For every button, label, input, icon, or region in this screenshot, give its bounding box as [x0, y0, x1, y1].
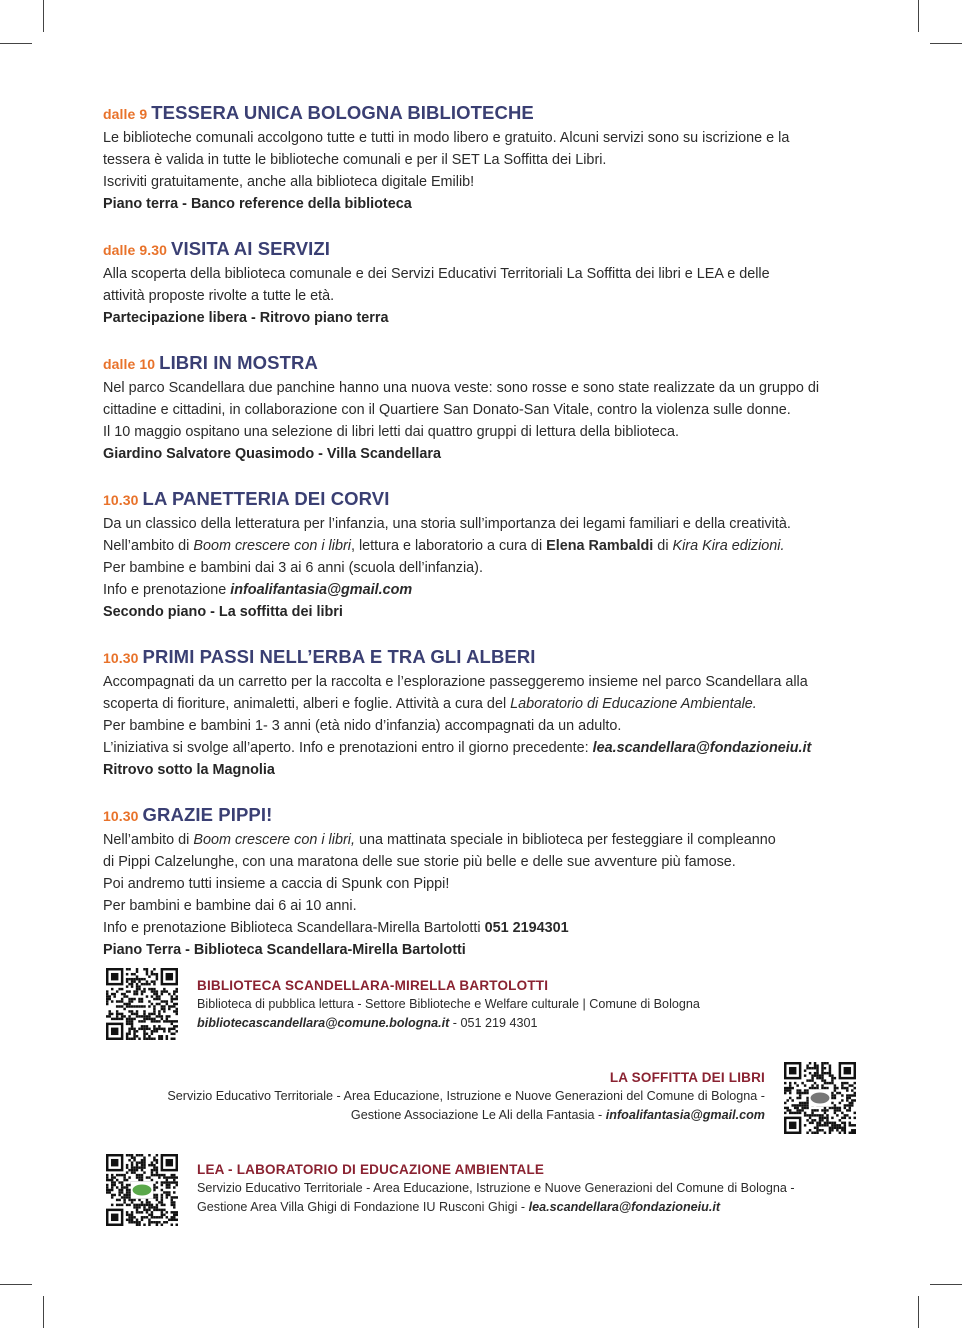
event-heading [103, 100, 868, 127]
email-link[interactable]: infoalifantasia@gmail.com [230, 582, 413, 598]
event-heading [103, 350, 868, 377]
event-text [103, 737, 868, 759]
footer-text: Servizio Educativo Territoriale - Area Educazione, Istruzione e Nuove Generazioni del Comune di Bologna - [167, 1089, 765, 1103]
text-run: Boom crescere con i libri [193, 538, 351, 554]
event-title: LIBRI IN MOSTRA [159, 352, 318, 373]
event-text: di Pippi Calzelunghe, con una maratona delle sue storie più belle e delle sue avventure più famose. [103, 854, 736, 870]
text-run: , lettura e laboratorio a cura di [350, 538, 547, 554]
event-text: Nel parco Scandellara due panchine hanno una nuova veste: sono rosse e sono state realizzate da un gruppo di [103, 380, 820, 396]
text-run: Nell’ambito di [103, 832, 194, 848]
event-location: Piano terra - Banco reference della biblioteca [103, 196, 412, 212]
event-text: Accompagnati da un carretto per la raccolta e l’esplorazione passeggeremo insieme nel parco Scandellara alla [103, 674, 808, 690]
qr-code-lea[interactable] [106, 1154, 178, 1226]
email-link[interactable]: bibliotecascandellara@comune.bologna.it [197, 1016, 450, 1030]
text-run: di [653, 538, 673, 554]
event-text: attività proposte rivolte a tutte le età. [103, 288, 335, 304]
qr-code-biblioteca[interactable] [106, 968, 178, 1040]
event-text: cittadine e cittadini, in collaborazione con il Quartiere San Donato-San Vitale, contro la violenza sulle donne. [103, 402, 791, 418]
crop-mark [0, 43, 32, 44]
phone-number: - 051 219 4301 [449, 1016, 538, 1030]
event-text: Per bambini e bambine dai 6 ai 10 anni. [103, 898, 357, 914]
crop-mark [43, 1296, 44, 1328]
phone-number: 051 2194301 [484, 920, 569, 936]
text-run: Gestione Area Villa Ghigi di Fondazione IU Rusconi Ghigi - [197, 1200, 529, 1214]
event-text [103, 917, 868, 939]
text-run: Boom crescere con i libri, [193, 832, 355, 848]
event-text: Le biblioteche comunali accolgono tutte e tutti in modo libero e gratuito. Alcuni servizi sono su iscrizione e la [103, 130, 790, 146]
event-heading [103, 236, 868, 263]
crop-mark [918, 1296, 919, 1328]
event-title: PRIMI PASSI NELL’ERBA E TRA GLI ALBERI [142, 646, 536, 667]
event-time: 10.30 [103, 650, 139, 666]
event-time: 10.30 [103, 808, 139, 824]
event-location: Partecipazione libera - Ritrovo piano terra [103, 310, 389, 326]
footer-title: LEA - LABORATORIO DI EDUCAZIONE AMBIENTALE [197, 1162, 545, 1177]
event-text [103, 829, 868, 851]
event-location: Ritrovo sotto la Magnolia [103, 762, 275, 778]
footer-text: Servizio Educativo Territoriale - Area Educazione, Istruzione e Nuove Generazioni del Comune di Bologna - [197, 1181, 795, 1195]
event-text: Il 10 maggio ospitano una selezione di libri letti dai quattro gruppi di lettura della biblioteca. [103, 424, 679, 440]
event-tessera [103, 100, 868, 215]
event-primi-passi [103, 644, 868, 781]
event-title: GRAZIE PIPPI! [142, 804, 273, 825]
event-time: 10.30 [103, 492, 139, 508]
event-heading [103, 802, 868, 829]
event-libri-mostra [103, 350, 868, 465]
qr-code-soffitta[interactable] [784, 1062, 856, 1134]
crop-mark [930, 1284, 962, 1285]
event-location: Piano Terra - Biblioteca Scandellara-Mirella Bartolotti [103, 942, 466, 958]
event-text: Poi andremo tutti insieme a caccia di Spunk con Pippi! [103, 876, 450, 892]
footer-contact [100, 1106, 765, 1125]
footer-contact [197, 1198, 857, 1217]
footer-contact [197, 1014, 817, 1033]
text-run: L’iniziativa si svolge all’aperto. Info e prenotazioni entro il giorno precedente: [103, 740, 593, 756]
event-title: TESSERA UNICA BOLOGNA BIBLIOTECHE [151, 102, 534, 123]
text-run: Kira Kira edizioni. [672, 538, 785, 554]
email-link[interactable]: infoalifantasia@gmail.com [605, 1108, 765, 1122]
event-time: dalle 10 [103, 356, 156, 372]
crop-mark [43, 0, 44, 32]
text-run: scoperta di fioriture, animaletti, alberi e foglie. Attività a cura del [103, 696, 511, 712]
email-link[interactable]: lea.scandellara@fondazioneiu.it [528, 1200, 721, 1214]
footer-text: Biblioteca di pubblica lettura - Settore Biblioteche e Welfare culturale | Comune di Bologna [197, 997, 700, 1011]
footer-title: LA SOFFITTA DEI LIBRI [609, 1070, 765, 1085]
event-location: Giardino Salvatore Quasimodo - Villa Scandellara [103, 446, 442, 462]
event-title: LA PANETTERIA DEI CORVI [142, 488, 390, 509]
event-text: Per bambine e bambini dai 3 ai 6 anni (scuola dell’infanzia). [103, 560, 483, 576]
program-list [103, 100, 868, 982]
event-text: Da un classico della letteratura per l’infanzia, una storia sull’importanza dei legami familiari e della creatività. [103, 516, 791, 532]
email-link[interactable]: lea.scandellara@fondazioneiu.it [592, 740, 812, 756]
event-time: dalle 9.30 [103, 242, 168, 258]
text-run: Laboratorio di Educazione Ambientale. [510, 696, 757, 712]
text-run: Info e prenotazione Biblioteca Scandellara-Mirella Bartolotti [103, 920, 485, 936]
footer-biblioteca [197, 976, 817, 1033]
event-heading [103, 644, 868, 671]
event-text: tessera è valida in tutte le biblioteche comunali e per il SET La Soffitta dei Libri. [103, 152, 607, 168]
text-run: Nell’ambito di [103, 538, 194, 554]
event-time: dalle 9 [103, 106, 148, 122]
crop-mark [0, 1284, 32, 1285]
event-text: Alla scoperta della biblioteca comunale e dei Servizi Educativi Territoriali La Soffitta dei libri e LEA e delle [103, 266, 770, 282]
crop-mark [930, 43, 962, 44]
text-run: Elena Rambaldi [546, 538, 654, 554]
crop-mark [918, 0, 919, 32]
event-text [103, 535, 868, 557]
footer-title: BIBLIOTECA SCANDELLARA-MIRELLA BARTOLOTTI [197, 978, 549, 993]
event-location: Secondo piano - La soffitta dei libri [103, 604, 343, 620]
event-panetteria [103, 486, 868, 623]
text-run: Gestione Associazione Le Ali della Fantasia - [350, 1108, 606, 1122]
event-text: Per bambine e bambini 1- 3 anni (età nido d’infanzia) accompagnati da un adulto. [103, 718, 622, 734]
text-run: una mattinata speciale in biblioteca per festeggiare il compleanno [354, 832, 776, 848]
event-text: Iscriviti gratuitamente, anche alla biblioteca digitale Emilib! [103, 174, 475, 190]
event-title: VISITA AI SERVIZI [171, 238, 331, 259]
event-heading [103, 486, 868, 513]
text-run: Info e prenotazione [103, 582, 231, 598]
event-text [103, 579, 868, 601]
event-grazie-pippi [103, 802, 868, 961]
footer-lea [197, 1160, 857, 1217]
footer-soffitta [100, 1068, 765, 1125]
event-text [103, 693, 868, 715]
event-visita [103, 236, 868, 329]
